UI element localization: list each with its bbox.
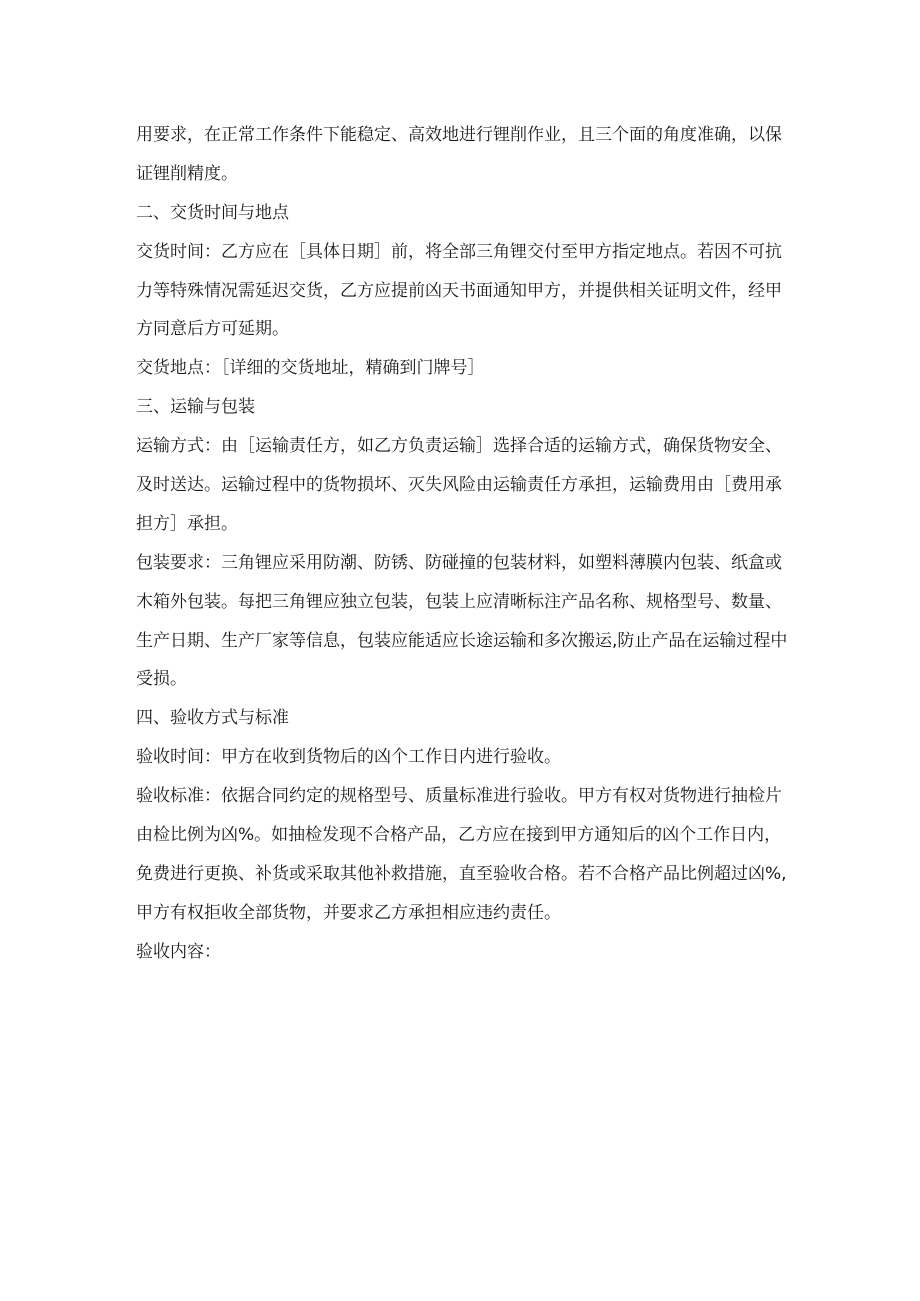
paragraph-line-packaging-3: 生产日期、生产厂家等信息，包装应能适应长途运输和多次搬运,防止产品在运输过程中	[136, 630, 788, 651]
paragraph-line-filing-precision: 证锂削精度。	[136, 163, 238, 184]
paragraph-line-packaging-2: 木箱外包装。每把三角锂应独立包装，包装上应清晰标注产品名称、规格型号、数量、	[136, 591, 782, 612]
paragraph-line-delivery-time-3: 方同意后方可延期。	[136, 319, 289, 340]
section-heading-transport-packaging: 三、运输与包装	[136, 397, 255, 418]
paragraph-line-acceptance-standard-4: 甲方有权拒收全部货物，并要求乙方承担相应违约责任。	[136, 902, 561, 923]
paragraph-line-delivery-time-1: 交货时间：乙方应在［具体日期］前，将全部三角锂交付至甲方指定地点。若因不可抗	[136, 241, 782, 262]
paragraph-line-usage-requirement: 用要求，在正常工作条件下能稳定、高效地进行锂削作业，且三个面的角度准确，以保	[136, 125, 782, 145]
paragraph-line-transport-1: 运输方式：由［运输责任方，如乙方负责运输］选择合适的运输方式，确保货物安全、	[136, 436, 782, 457]
paragraph-line-acceptance-standard-3: 免费进行更换、补货或采取其他补救措施，直至验收合格。若不合格产品比例超过凶%,	[136, 863, 787, 884]
paragraph-line-acceptance-standard-2: 由检比例为凶%。如抽检发现不合格产品，乙方应在接到甲方通知后的凶个工作日内，	[136, 825, 782, 846]
paragraph-line-packaging-1: 包装要求：三角锂应采用防潮、防锈、防碰撞的包装材料，如塑料薄膜内包装、纸盒或	[136, 552, 782, 573]
paragraph-line-packaging-4: 受损。	[136, 669, 187, 690]
paragraph-line-delivery-place: 交货地点：［详细的交货地址，精确到门牌号］	[136, 358, 485, 379]
paragraph-line-transport-3: 担方］承担。	[136, 513, 238, 534]
paragraph-line-transport-2: 及时送达。运输过程中的货物损坏、灭失风险由运输责任方承担，运输费用由［费用承	[136, 475, 782, 496]
paragraph-line-acceptance-standard-1: 验收标准：依据合同约定的规格型号、质量标准进行验收。甲方有权对货物进行抽检片	[136, 786, 782, 807]
paragraph-line-acceptance-time: 验收时间：甲方在收到货物后的凶个工作日内进行验收。	[136, 747, 561, 768]
section-heading-acceptance: 四、验收方式与标准	[136, 708, 289, 729]
paragraph-line-acceptance-content: 验收内容：	[136, 941, 221, 962]
section-heading-delivery: 二、交货时间与地点	[136, 202, 289, 223]
contract-text-body	[136, 118, 796, 974]
paragraph-line-delivery-time-2: 力等特殊情况需延迟交货，乙方应提前凶天书面通知甲方，并提供相关证明文件，经甲	[136, 280, 782, 301]
